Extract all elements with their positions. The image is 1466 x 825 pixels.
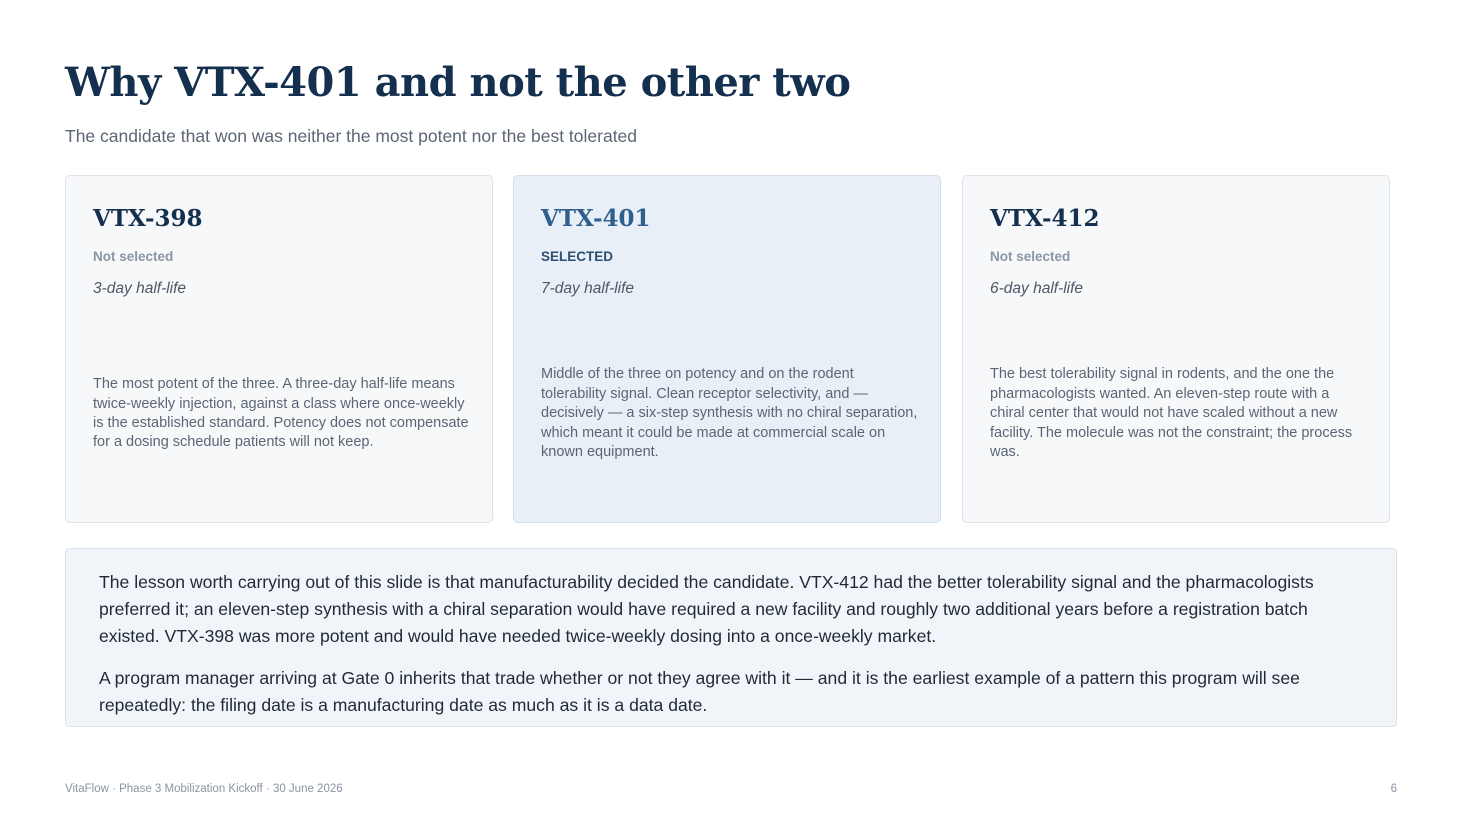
- candidate-status: Not selected: [93, 249, 174, 264]
- page-number: 6: [1390, 783, 1397, 795]
- candidate-status: Not selected: [990, 249, 1071, 264]
- candidate-name: VTX-398: [93, 205, 203, 232]
- callout-paragraph: A program manager arriving at Gate 0 inherits that trade whether or not they agree with it — and it is the earliest example of a pattern this program will see repeatedly: the filing date is a manufacturing date as much as it is a data date.: [99, 668, 1300, 715]
- candidate-status: SELECTED: [541, 249, 614, 264]
- candidate-description-box: [541, 326, 918, 502]
- candidate-description: The most potent of the three. A three-day half-life means twice-weekly injection, against a class where once-weekly is the established standard. Potency does not compensate for a dosing schedule patients will not keep.: [93, 376, 469, 451]
- slide-subtitle: The candidate that won was neither the most potent nor the best tolerated: [65, 126, 638, 146]
- candidate-name: VTX-401: [541, 205, 651, 232]
- callout-paragraph: The lesson worth carrying out of this slide is that manufacturability decided the candidate. VTX-412 had the better tolerability signal and the pharmacologists preferred it; an eleven-step synthesis with a chiral separation would have required a new facility and roughly two additional years before a registration batch existed. VTX-398 was more potent and would have needed twice-weekly dosing into a once-weekly market.: [99, 572, 1314, 646]
- candidate-description-box: [93, 326, 470, 502]
- candidate-name: VTX-412: [990, 205, 1100, 232]
- candidate-description: Middle of the three on potency and on the rodent tolerability signal. Clean receptor selectivity, and — decisively — a six-step synthesis with no chiral separation, which meant it could be made at commercial scale on known equipment.: [541, 366, 918, 461]
- candidate-description: The best tolerability signal in rodents, and the one the pharmacologists wanted. An eleven-step route with a chiral center that would not have scaled without a new facility. The molecule was not the constraint; the process was.: [990, 366, 1353, 461]
- candidate-half-life: 7-day half-life: [541, 280, 635, 297]
- footer-text: VitaFlow · Phase 3 Mobilization Kickoff · 30 June 2026: [65, 783, 343, 795]
- candidate-half-life: 3-day half-life: [93, 280, 187, 297]
- slide-title: Why VTX-401 and not the other two: [65, 59, 851, 106]
- lesson-callout: [65, 548, 1397, 727]
- candidate-card-vtx-401: [513, 175, 941, 523]
- candidate-description-box: [990, 326, 1367, 502]
- candidate-half-life: 6-day half-life: [990, 280, 1084, 297]
- candidate-card-vtx-398: [65, 175, 493, 523]
- candidate-card-vtx-412: [962, 175, 1390, 523]
